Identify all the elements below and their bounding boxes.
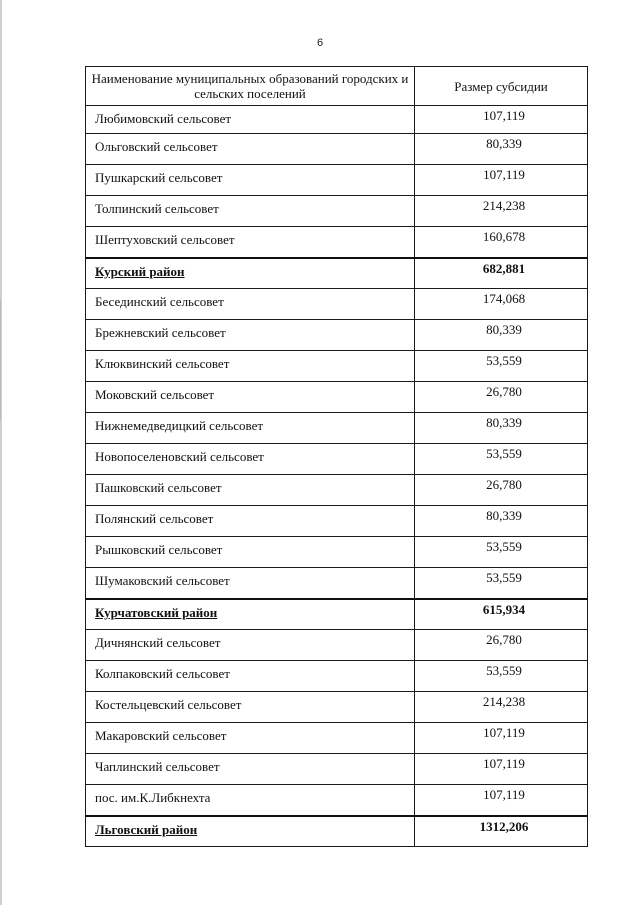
table-row (86, 165, 588, 196)
settlement-name-cell: Толпинский сельсовет (86, 196, 415, 227)
column-header-municipality: Наименование муниципальных образований городских и сельских поселений (86, 67, 415, 106)
table-row (86, 630, 588, 661)
table-body (86, 106, 588, 847)
settlement-name-cell: Бесединский сельсовет (86, 289, 415, 320)
settlement-name-cell: Нижнемедведицкий сельсовет (86, 413, 415, 444)
district-total-cell: 682,881 (415, 258, 588, 289)
district-total-cell: 1312,206 (415, 816, 588, 847)
district-name-cell: Курский район (86, 258, 415, 289)
settlement-name-cell: Полянский сельсовет (86, 506, 415, 537)
table-row (86, 382, 588, 413)
subsidy-amount-cell: 107,119 (415, 165, 588, 196)
settlement-name-cell: Брежневский сельсовет (86, 320, 415, 351)
settlement-name-cell: Моковский сельсовет (86, 382, 415, 413)
table-row (86, 289, 588, 320)
table-row (86, 723, 588, 754)
table-row (86, 106, 588, 134)
district-name-cell: Льговский район (86, 816, 415, 847)
table-row (86, 196, 588, 227)
settlement-name-cell: Макаровский сельсовет (86, 723, 415, 754)
settlement-name-cell: пос. им.К.Либкнехта (86, 785, 415, 816)
subsidy-amount-cell: 80,339 (415, 134, 588, 165)
settlement-name-cell: Ольговский сельсовет (86, 134, 415, 165)
table-row (86, 227, 588, 258)
subsidy-amount-cell: 214,238 (415, 692, 588, 723)
settlement-name-cell: Костельцевский сельсовет (86, 692, 415, 723)
table-row (86, 785, 588, 816)
table-header (86, 67, 588, 106)
subsidy-amount-cell: 53,559 (415, 568, 588, 599)
table-row (86, 692, 588, 723)
subsidy-amount-cell: 53,559 (415, 444, 588, 475)
subsidy-amount-cell: 53,559 (415, 661, 588, 692)
settlement-name-cell: Рышковский сельсовет (86, 537, 415, 568)
settlement-name-cell: Колпаковский сельсовет (86, 661, 415, 692)
table-row (86, 568, 588, 599)
district-total-cell: 615,934 (415, 599, 588, 630)
subsidy-amount-cell: 26,780 (415, 382, 588, 413)
page-left-edge (0, 0, 2, 905)
table-row (86, 661, 588, 692)
column-header-subsidy-amount: Размер субсидии (415, 67, 588, 106)
settlement-name-cell: Любимовский сельсовет (86, 106, 415, 134)
subsidy-amount-cell: 107,119 (415, 106, 588, 134)
settlement-name-cell: Клюквинский сельсовет (86, 351, 415, 382)
table-row (86, 134, 588, 165)
settlement-name-cell: Новопоселеновский сельсовет (86, 444, 415, 475)
settlement-name-cell: Пашковский сельсовет (86, 475, 415, 506)
scan-artifact-line (0, 300, 1, 420)
district-name-cell: Курчатовский район (86, 599, 415, 630)
subsidy-amount-cell: 214,238 (415, 196, 588, 227)
settlement-name-cell: Чаплинский сельсовет (86, 754, 415, 785)
subsidy-amount-cell: 107,119 (415, 785, 588, 816)
subsidy-amount-cell: 53,559 (415, 351, 588, 382)
header-row (86, 67, 588, 106)
subsidy-amount-cell: 26,780 (415, 475, 588, 506)
subsidy-amount-cell: 174,068 (415, 289, 588, 320)
table-row (86, 475, 588, 506)
table-row (86, 754, 588, 785)
district-row (86, 599, 588, 630)
page-number: 6 (316, 37, 324, 49)
subsidy-amount-cell: 53,559 (415, 537, 588, 568)
subsidy-amount-cell: 160,678 (415, 227, 588, 258)
subsidy-amount-cell: 80,339 (415, 506, 588, 537)
table-row (86, 351, 588, 382)
subsidy-amount-cell: 107,119 (415, 723, 588, 754)
settlement-name-cell: Шумаковский сельсовет (86, 568, 415, 599)
district-row (86, 258, 588, 289)
table-row (86, 506, 588, 537)
table-row (86, 444, 588, 475)
table-row (86, 320, 588, 351)
district-row (86, 816, 588, 847)
subsidy-amount-cell: 26,780 (415, 630, 588, 661)
subsidy-amount-cell: 107,119 (415, 754, 588, 785)
table-row (86, 537, 588, 568)
subsidy-amount-cell: 80,339 (415, 413, 588, 444)
subsidy-table (85, 66, 588, 847)
subsidy-amount-cell: 80,339 (415, 320, 588, 351)
table-row (86, 413, 588, 444)
settlement-name-cell: Дичнянский сельсовет (86, 630, 415, 661)
settlement-name-cell: Шептуховский сельсовет (86, 227, 415, 258)
settlement-name-cell: Пушкарский сельсовет (86, 165, 415, 196)
